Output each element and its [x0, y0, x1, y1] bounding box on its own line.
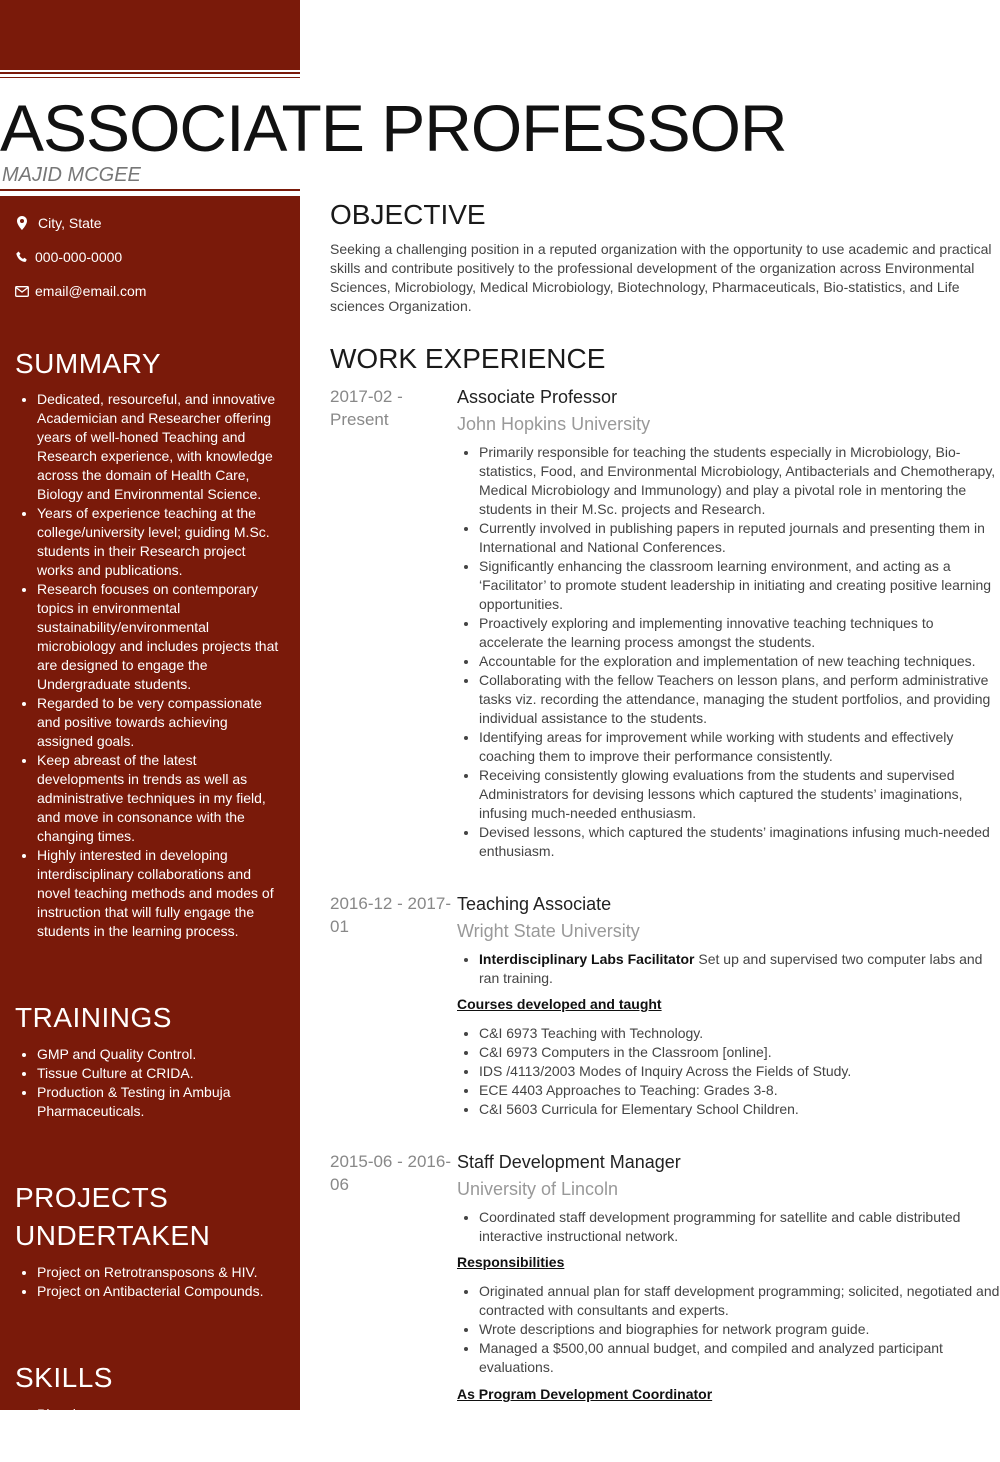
list-item: • Wrote descriptions and biographies for network program guide. [479, 1320, 1000, 1339]
list-item: • Supervision [37, 1424, 282, 1443]
list-item: • C&I 6973 Computers in the Classroom [online]. [479, 1043, 1000, 1062]
list-item-text: Set up and supervised two computer labs and ran training. [479, 951, 983, 986]
job-duties-list [457, 443, 1000, 861]
objective-heading: OBJECTIVE [330, 199, 486, 230]
header-divider-top-thin [0, 77, 300, 78]
summary-heading: SUMMARY [15, 348, 162, 379]
projects-heading [15, 1179, 282, 1255]
job-duties-list [457, 1208, 1000, 1246]
list-item: • Identifying areas for improvement while working with students and effectively coaching them to improve their performance consistently. [479, 728, 1000, 766]
job-company: John Hopkins University [457, 414, 651, 434]
job-date: 2016-12 - 2017-01 [330, 894, 451, 936]
job-role: Staff Development Manager [457, 1152, 681, 1172]
job-body [457, 1150, 1000, 1404]
list-item: • C&I 5603 Curricula for Elementary School Children. [479, 1100, 1000, 1119]
list-item: • Highly interested in developing interdisciplinary collaborations and novel teaching methods and modes of instruction that will fully engage the students in the learning process. [37, 846, 282, 941]
list-item: • Significantly enhancing the classroom learning environment, and acting as a ‘Facilitator’ to promote student leadership in initiating and creating positive learning opportunities. [479, 557, 1000, 614]
header-divider-bottom [0, 189, 300, 191]
list-item: • Project on Antibacterial Compounds. [37, 1282, 282, 1301]
sidebar [0, 196, 300, 1460]
contact-email [15, 274, 282, 308]
trainings-list [15, 1045, 282, 1121]
contact-phone [15, 240, 282, 274]
list-item: • Devised lessons, which captured the students’ imaginations infusing much-needed enthusiasm. [479, 823, 1000, 861]
map-pin-icon [15, 216, 29, 230]
contact-email-text[interactable]: email@email.com [35, 283, 147, 299]
list-item: • Production & Testing in Ambuja Pharmaceuticals. [37, 1083, 282, 1121]
responsibilities-subheading: Responsibilities [457, 1254, 565, 1270]
job-company: Wright State University [457, 921, 640, 941]
list-item: • Research focuses on contemporary topics in environmental sustainability/environmental microbiology and includes projects that are designed to engage the Undergraduate students. [37, 580, 282, 694]
page-title: ASSOCIATE PROFESSOR [0, 91, 787, 165]
job-body [457, 892, 1000, 1119]
list-item: • Planning [37, 1405, 282, 1424]
phone-icon [15, 250, 29, 264]
envelope-icon [15, 284, 29, 298]
list-item: • Instruction [37, 1443, 282, 1462]
list-item: • Proactively exploring and implementing innovative teaching techniques to accelerate the learning process amongst the students. [479, 614, 1000, 652]
job-date: 2015-06 - 2016-06 [330, 1152, 451, 1194]
list-item: • Managed a $500,00 annual budget, and compiled and analyzed participant evaluations. [479, 1339, 1000, 1377]
contact-location-text: City, State [38, 215, 102, 231]
job-entry [330, 385, 1000, 861]
list-item: • Primarily responsible for teaching the students especially in Microbiology, Bio-statistics, Food, and Environmental Microbiology, Antibacterials and Chemotherapy, Medical Microbiology and Immunology) and play a pivotal role in mentoring the students in their M.Sc. projects and Research. [479, 443, 1000, 519]
list-item: • Keep abreast of the latest developments in trends as well as administrative techniques in my field, and move in consonance with the changing times. [37, 751, 282, 846]
job-role: Associate Professor [457, 387, 618, 407]
list-item: • Coordinated staff development programming for satellite and cable distributed interactive instructional network. [479, 1208, 1000, 1246]
list-item: • Collaborating with the fellow Teachers on lesson plans, and perform administrative tasks viz. recording the attendance, managing the student portfolios, and providing individual assistance to the students. [479, 671, 1000, 728]
list-item [479, 950, 1000, 988]
job-entry [330, 892, 1000, 1119]
list-item: • Currently involved in publishing papers in reputed journals and presenting them in International and National Conferences. [479, 519, 1000, 557]
trainings-heading: TRAININGS [15, 1002, 172, 1033]
job-entry [330, 1150, 1000, 1404]
job-body [457, 385, 1000, 861]
list-item: • Tissue Culture at CRIDA. [37, 1064, 282, 1083]
job-company: University of Lincoln [457, 1179, 619, 1199]
job-date: 2017-02 - Present [330, 387, 403, 429]
responsibilities-list [457, 1282, 1000, 1377]
list-item: • ECE 4403 Approaches to Teaching: Grades 3-8. [479, 1081, 1000, 1100]
objective-text: Seeking a challenging position in a reputed organization with the opportunity to use academic and practical skills and contribute positively to the professional development of the organization across Environmental Sciences, Microbiology, Medical Microbiology, Biotechnology, Pharmaceuticals, Bio-statistics, and Life sciences Organization. [330, 241, 992, 314]
skills-heading: SKILLS [15, 1362, 113, 1393]
person-name: MAJID MCGEE [2, 164, 141, 186]
list-item: • Dedicated, resourceful, and innovative Academician and Researcher offering years of well-honed Teaching and Research experience, with knowledge across the domain of Health Care, Biology and Environmental Science. [37, 390, 282, 504]
list-item: • Years of experience teaching at the college/university level; guiding M.Sc. students in their Research project works and publications. [37, 504, 282, 580]
list-item-lead: Interdisciplinary Labs Facilitator [479, 951, 695, 967]
list-item: • Receiving consistently glowing evaluations from the students and supervised Administrators for devising lessons which captured the students’ imaginations, infusing much-needed enthusiasm. [479, 766, 1000, 823]
list-item: • Originated annual plan for staff development programming; solicited, negotiated and contracted with consultants and experts. [479, 1282, 1000, 1320]
summary-list [15, 390, 282, 941]
header-divider-top [0, 72, 300, 74]
contact-location [15, 206, 282, 240]
work-experience-heading: WORK EXPERIENCE [330, 343, 606, 374]
skills-list [15, 1405, 282, 1462]
program-coordinator-subheading: As Program Development Coordinator [457, 1386, 713, 1402]
list-item: • C&I 6973 Teaching with Technology. [479, 1024, 1000, 1043]
job-duties-list [457, 950, 1000, 988]
sidebar-top-band [0, 0, 300, 70]
courses-subheading: Courses developed and taught [457, 996, 662, 1012]
contact-phone-text[interactable]: 000-000-0000 [35, 249, 123, 265]
courses-list [457, 1024, 1000, 1119]
list-item: • Regarded to be very compassionate and positive towards achieving assigned goals. [37, 694, 282, 751]
projects-heading-line2: UNDERTAKEN [15, 1220, 211, 1251]
list-item: • GMP and Quality Control. [37, 1045, 282, 1064]
job-role: Teaching Associate [457, 894, 612, 914]
list-item: • Project on Retrotransposons & HIV. [37, 1263, 282, 1282]
list-item: • Accountable for the exploration and implementation of new teaching techniques. [479, 652, 1000, 671]
main-content [330, 196, 1000, 1404]
projects-list [15, 1263, 282, 1301]
projects-heading-line1: PROJECTS [15, 1182, 169, 1213]
list-item: • IDS /4113/2003 Modes of Inquiry Across the Fields of Study. [479, 1062, 1000, 1081]
